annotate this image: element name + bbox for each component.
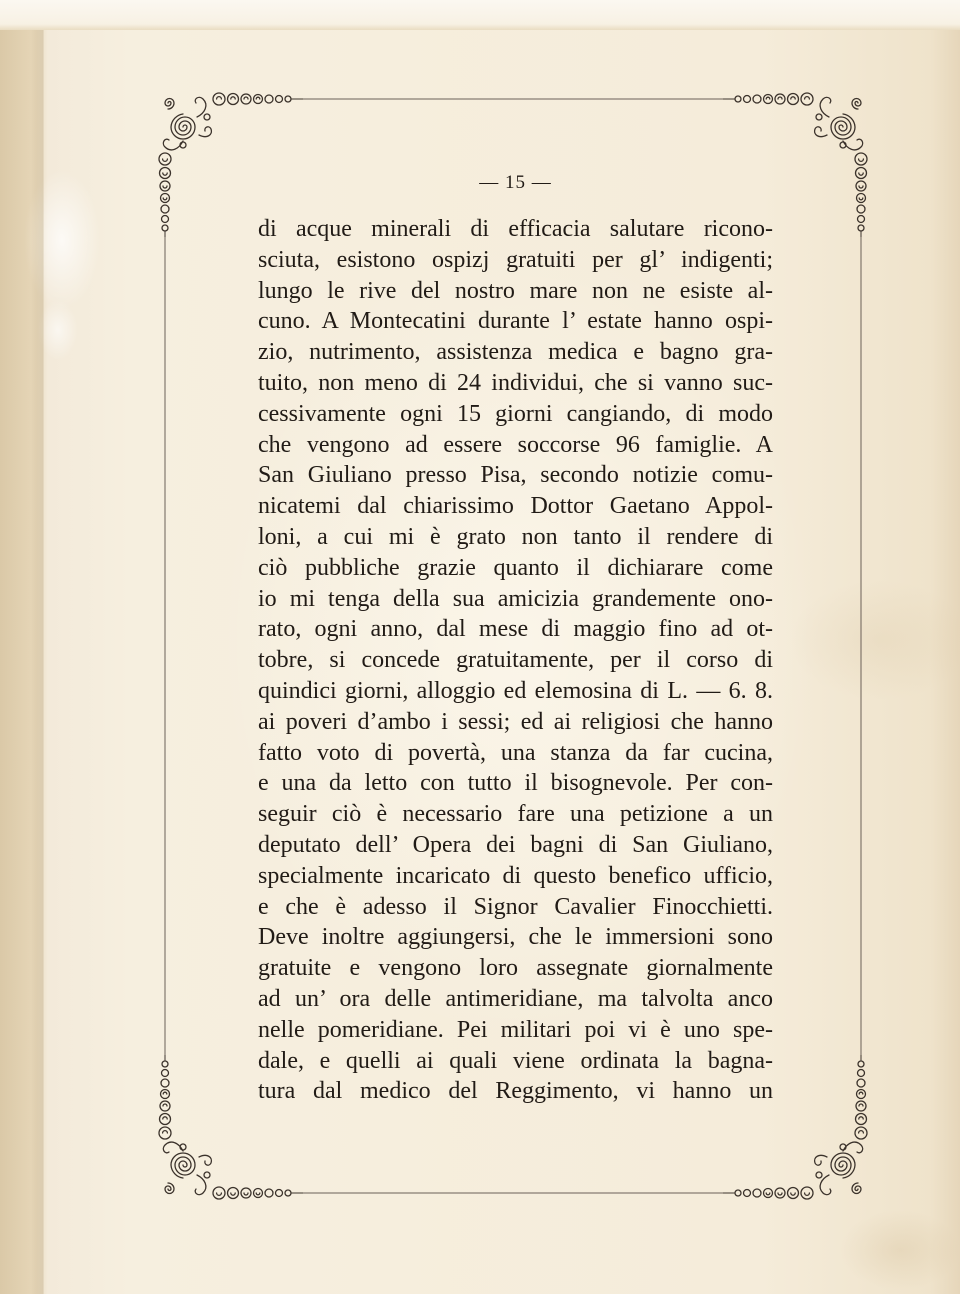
text-line: zio, nutrimento, assistenza medica e bagno gra- (258, 339, 773, 366)
text-line: fatto voto di povertà, una stanza da far cucina, (258, 739, 773, 766)
text-line: tuito, non meno di 24 individui, che si vanno suc- (258, 369, 773, 396)
text-line: io mi tenga della sua amicizia grandemente ono- (258, 585, 773, 612)
text-line: rato, ogni anno, dal mese di maggio fino ad ot- (258, 616, 773, 643)
text-line: tura dal medico del Reggimento, vi hanno un (258, 1078, 773, 1105)
text-line: cuno. A Montecatini durante l’ estate hanno ospi- (258, 308, 773, 335)
text-line: e una da letto con tutto il bisognevole. Per con- (258, 770, 773, 797)
text-line: ciò pubbliche grazie quanto il dichiarare come (258, 554, 773, 581)
text-line: gratuite e vengono loro assegnate giornalmente (258, 955, 773, 982)
text-line: ad un’ ora delle antimeridiane, ma talvolta anco (258, 985, 773, 1012)
text-line: nelle pomeridiane. Pei militari poi vi è uno spe- (258, 1016, 773, 1043)
page-number: — 15 — (479, 172, 552, 193)
text-line: di acque minerali di efficacia salutare ricono- (258, 216, 773, 242)
text-line: Deve inoltre aggiungersi, che le immersioni sono (258, 924, 773, 951)
text-line: sciuta, esistono ospizj gratuiti per gl’ indigenti; (258, 246, 773, 273)
text-line: deputato dell’ Opera dei bagni di San Giuliano, (258, 831, 773, 858)
text-line: ai poveri d’ambo i sessi; ed ai religiosi che hanno (258, 708, 773, 735)
text-line: loni, a cui mi è grato non tanto il rendere di (258, 523, 773, 550)
text-line: quindici giorni, alloggio ed elemosina di L. — 6. 8. (258, 677, 773, 704)
text-line: cessivamente ogni 15 giorni cangiando, di modo (258, 400, 773, 427)
text-line: e che è adesso il Signor Cavalier Finocchietti. (258, 893, 773, 920)
text-line: dale, e quelli ai quali viene ordinata la bagna- (258, 1047, 773, 1074)
text-line: tobre, si concede gratuitamente, per il corso di (258, 647, 773, 674)
text-line: lungo le rive del nostro mare non ne esiste al- (258, 277, 773, 304)
body-text (258, 214, 773, 1107)
text-line: che vengono ad essere soccorse 96 famiglie. A (258, 431, 773, 458)
text-line: San Giuliano presso Pisa, secondo notizie comu- (258, 462, 773, 489)
text-line: seguir ciò è necessario fare una petizione a un (258, 801, 773, 828)
text-line: nicatemi dal chiarissimo Dottor Gaetano Appol- (258, 493, 773, 520)
text-line: specialmente incaricato di questo benefico ufficio, (258, 862, 773, 889)
